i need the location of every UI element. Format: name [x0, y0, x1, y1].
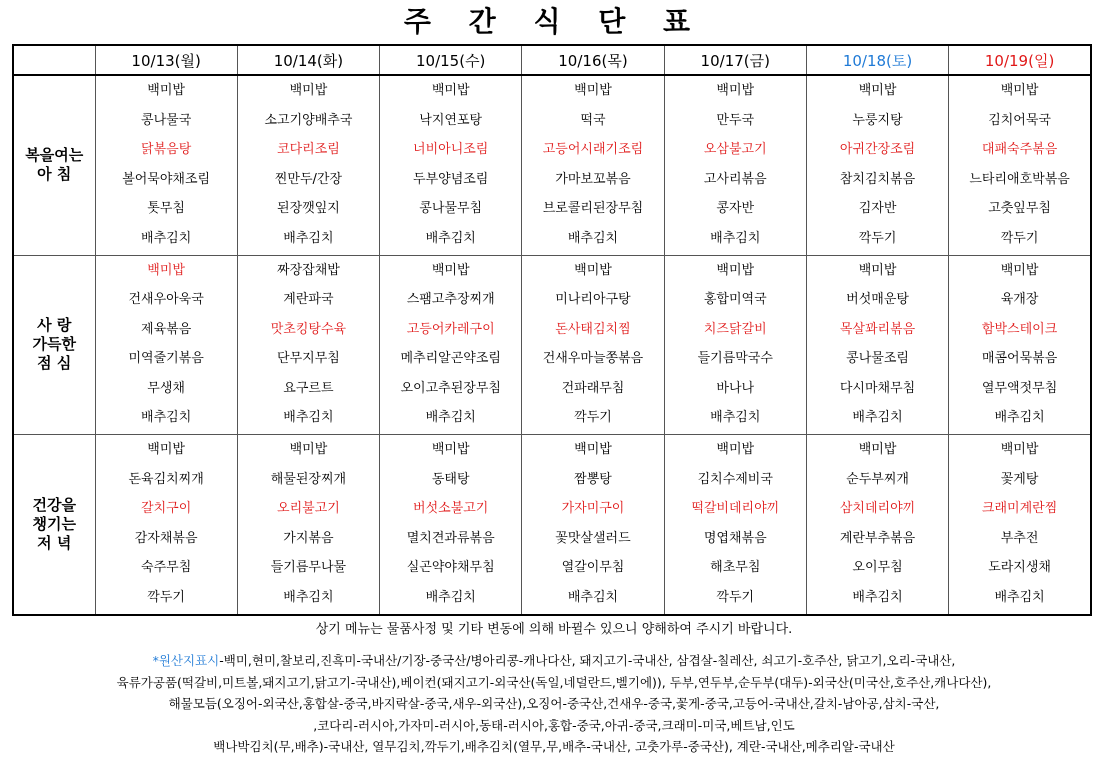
origin-line-1 [0, 650, 1108, 672]
menu-cell [806, 75, 948, 255]
menu-item: 백미밥 [716, 262, 755, 278]
main-dish: 너비아니조림 [413, 142, 489, 157]
menu-item: 스팸고추장찌개 [406, 292, 495, 308]
menu-item: 버섯매운탕 [846, 292, 909, 308]
menu-cell [522, 75, 664, 255]
meal-label-line: 저 녁 [37, 534, 72, 553]
menu-item: 백미밥 [716, 442, 755, 458]
menu-item: 계란부추볶음 [839, 530, 916, 546]
date-header: 10/13(월) [95, 45, 237, 75]
menu-item: 브로콜리된장무침 [542, 201, 644, 216]
menu-item: 매콤어묵볶음 [981, 351, 1058, 367]
main-dish: 고등어카레구이 [406, 321, 495, 337]
menu-item: 백미밥 [1000, 442, 1039, 458]
menu-item: 들기름무나물 [270, 560, 347, 576]
menu-item: 꽃게탕 [1000, 471, 1039, 487]
main-dish: 백미밥 [147, 262, 185, 278]
menu-item: 숙주무침 [141, 560, 192, 576]
menu-item: 찐만두/간장 [274, 171, 342, 187]
menu-cell [380, 255, 522, 435]
menu-cell [806, 435, 948, 615]
menu-item: 오이무침 [852, 560, 903, 576]
main-dish: 대패숙주볶음 [981, 142, 1058, 157]
date-header: 10/14(화) [237, 45, 379, 75]
menu-cell [949, 255, 1091, 435]
menu-item: 명엽채볶음 [703, 530, 767, 546]
menu-item: 낙지연포탕 [419, 112, 483, 128]
menu-item: 김자반 [858, 201, 897, 216]
main-dish: 함박스테이크 [981, 321, 1058, 337]
menu-cell [664, 75, 806, 255]
menu-item: 참치김치볶음 [839, 171, 916, 187]
main-dish: 맛초킹탕수육 [270, 321, 347, 337]
meal-label-line: 건강을 [32, 496, 76, 515]
menu-item: 육개장 [1000, 292, 1039, 308]
meal-label-line: 아 침 [37, 165, 72, 184]
menu-item: 계란파국 [283, 292, 334, 308]
menu-item: 톳무침 [147, 201, 185, 216]
menu-item: 감자채볶음 [134, 530, 198, 546]
meal-label-line: 복을여는 [25, 146, 84, 165]
menu-item: 백미밥 [431, 83, 470, 98]
menu-item: 건파래무침 [561, 380, 625, 396]
main-dish: 고등어시래기조림 [542, 142, 644, 157]
menu-item: 해초무침 [710, 560, 761, 576]
menu-item: 요구르트 [283, 380, 334, 396]
menu-item: 백미밥 [147, 83, 185, 98]
menu-item: 떡국 [580, 112, 606, 128]
date-header-saturday: 10/18(토) [806, 45, 948, 75]
menu-item: 김치수제비국 [697, 471, 773, 487]
menu-item: 열무액젓무침 [981, 380, 1058, 396]
menu-item: 홍합미역국 [703, 292, 767, 308]
meal-label [13, 255, 95, 435]
menu-item: 배추김치 [425, 230, 476, 246]
menu-item: 백미밥 [574, 262, 612, 278]
menu-item: 건새우아욱국 [128, 292, 204, 308]
menu-item: 깍두기 [574, 410, 612, 426]
menu-item: 가마보꼬볶음 [555, 171, 631, 187]
origin-label: *원산지표시 [152, 653, 220, 668]
page-title: 주 간 식 단 표 [403, 5, 705, 38]
menu-item: 짜장잡채밥 [277, 262, 340, 278]
menu-item: 실곤약야채무침 [406, 560, 495, 576]
menu-item: 콩자반 [716, 201, 755, 216]
menu-item: 배추김치 [425, 589, 476, 605]
menu-item: 열갈이무침 [561, 560, 625, 576]
menu-item: 깍두기 [147, 589, 185, 605]
main-dish: 목살꽈리볶음 [839, 321, 916, 337]
date-header: 10/17(금) [664, 45, 806, 75]
menu-item: 소고기양배추국 [264, 112, 353, 128]
menu-item: 콩나물조림 [846, 351, 909, 367]
date-header: 10/16(목) [522, 45, 664, 75]
menu-item: 들기름막국수 [697, 351, 773, 367]
menu-item: 배추김치 [141, 410, 192, 426]
menu-item: 배추김치 [425, 410, 476, 426]
menu-cell [95, 435, 237, 615]
main-dish: 크래미계란찜 [981, 501, 1058, 517]
menu-item: 배추김치 [567, 230, 619, 246]
menu-item: 배추김치 [567, 589, 619, 605]
meal-label-line: 챙기는 [32, 515, 76, 534]
menu-item: 단무지무침 [277, 351, 340, 367]
menu-item: 고사리볶음 [703, 171, 767, 187]
main-dish: 떡갈비데리야끼 [691, 501, 780, 517]
menu-item: 돈육김치찌개 [128, 471, 204, 487]
main-dish: 갈치구이 [141, 501, 192, 517]
menu-item: 배추김치 [710, 410, 761, 426]
menu-item: 미역줄기볶음 [128, 351, 204, 367]
menu-item: 백미밥 [574, 442, 612, 458]
change-notice: 상기 메뉴는 물품사정 및 기타 변동에 의해 바뀔수 있으니 양해하여 주시기 바랍니다. [315, 622, 793, 637]
meal-label-line: 점 심 [37, 354, 72, 373]
menu-item: 짬뽕탕 [574, 471, 612, 487]
menu-item: 콩나물국 [141, 112, 192, 128]
menu-item: 백미밥 [289, 83, 328, 98]
menu-cell [664, 435, 806, 615]
menu-item: 배추김치 [852, 410, 903, 426]
menu-cell [237, 255, 379, 435]
origin-line-5: 백나박김치(무,배추)-국내산, 열무김치,깍두기,배추김치(열무,무,배추-국내산, 고춧가루-중국산), 계란-국내산,메추리알-국내산 [213, 739, 895, 754]
menu-item: 백미밥 [1000, 83, 1039, 98]
date-header: 10/15(수) [380, 45, 522, 75]
dinner-row [13, 435, 1091, 615]
date-header-row [13, 45, 1091, 75]
weekly-menu-table [12, 44, 1092, 616]
menu-cell [380, 435, 522, 615]
meal-label [13, 435, 95, 615]
menu-item: 백미밥 [289, 442, 328, 458]
menu-item: 만두국 [716, 112, 755, 128]
origin-info [0, 650, 1108, 758]
meal-label-line: 가득한 [32, 335, 76, 354]
menu-item: 배추김치 [994, 410, 1045, 426]
main-dish: 오리불고기 [277, 501, 340, 517]
menu-item: 배추김치 [283, 589, 334, 605]
menu-cell [95, 255, 237, 435]
menu-item: 콩나물무침 [419, 201, 483, 216]
menu-cell [237, 435, 379, 615]
origin-text: -백미,현미,찰보리,진흑미-국내산/기장-중국산/병아리콩-캐나다산, 돼지고기-국내산, 삼겹살-칠레산, 쇠고기-호주산, 닭고기,오리-국내산, [219, 653, 956, 668]
menu-cell [949, 435, 1091, 615]
corner-cell [13, 45, 95, 75]
date-header-sunday: 10/19(일) [949, 45, 1091, 75]
menu-cell [806, 255, 948, 435]
menu-item: 배추김치 [141, 230, 192, 246]
breakfast-row [13, 75, 1091, 255]
main-dish: 코다리조림 [277, 142, 340, 157]
menu-item: 제육볶음 [141, 321, 192, 337]
menu-cell [380, 75, 522, 255]
menu-item: 볼어묵야채조림 [122, 171, 211, 187]
origin-line-3: 해물모듬(오징어-외국산,홍합살-중국,바지락살-중국,새우-외국산),오징어-중국산,건새우-중국,꽃게-중국,고등어-국내산,갈치-남아공,삼치-국산, [168, 696, 940, 711]
menu-item: 해물된장찌개 [270, 471, 347, 487]
main-dish: 닭볶음탕 [141, 142, 192, 157]
menu-item: 깍두기 [858, 230, 897, 246]
menu-item: 배추김치 [710, 230, 761, 246]
menu-item: 가지볶음 [283, 530, 334, 546]
menu-item: 깍두기 [716, 589, 755, 605]
menu-cell [95, 75, 237, 255]
menu-item: 도라지생채 [988, 560, 1051, 576]
menu-item: 오이고추된장무침 [400, 380, 501, 396]
main-dish: 아귀간장조림 [839, 142, 916, 157]
menu-item: 순두부찌개 [846, 471, 909, 487]
main-dish: 가자미구이 [561, 501, 625, 517]
menu-cell [237, 75, 379, 255]
menu-item: 꽃맛살샐러드 [555, 530, 631, 546]
menu-item: 동태탕 [431, 471, 470, 487]
origin-line-2: 육류가공품(떡갈비,미트볼,돼지고기,닭고기-국내산),베이컨(돼지고기-외국산(독일,네덜란드,벨기에)), 두부,연두부,순두부(대두)-외국산(미국산,호주산,캐나다산), [116, 674, 992, 690]
menu-item: 배추김치 [994, 589, 1045, 605]
menu-item: 백미밥 [1000, 262, 1039, 278]
menu-item: 건새우마늘쫑볶음 [542, 351, 644, 367]
menu-cell [949, 75, 1091, 255]
menu-item: 백미밥 [716, 83, 755, 98]
menu-item: 백미밥 [431, 262, 470, 278]
menu-item: 다시마채무침 [839, 380, 916, 396]
menu-cell [522, 435, 664, 615]
menu-item: 김치어묵국 [988, 112, 1051, 128]
menu-item: 두부양념조림 [413, 171, 489, 187]
menu-item: 백미밥 [858, 83, 897, 98]
menu-item: 배추김치 [283, 230, 334, 246]
menu-item: 백미밥 [858, 442, 897, 458]
main-dish: 오삼불고기 [703, 142, 767, 157]
menu-item: 배추김치 [852, 589, 903, 605]
menu-item: 백미밥 [431, 442, 470, 458]
lunch-row [13, 255, 1091, 435]
menu-cell [522, 255, 664, 435]
main-dish: 돈사태김치찜 [555, 321, 631, 337]
main-dish: 버섯소불고기 [413, 501, 489, 517]
menu-item: 백미밥 [574, 83, 612, 98]
meal-label-line: 사 랑 [37, 316, 72, 335]
menu-item: 멸치견과류볶음 [406, 530, 495, 546]
menu-item: 바나나 [716, 380, 755, 396]
menu-item: 미나리아구탕 [555, 292, 631, 308]
main-dish: 치즈닭갈비 [703, 321, 767, 337]
menu-item: 느타리애호박볶음 [969, 171, 1070, 187]
menu-item: 배추김치 [283, 410, 334, 426]
menu-item: 된장깻잎지 [277, 201, 340, 216]
menu-cell [664, 255, 806, 435]
menu-item: 무생채 [147, 380, 185, 396]
menu-item: 누룽지탕 [852, 112, 903, 128]
menu-item: 고춧잎무침 [988, 201, 1051, 216]
origin-line-4: ,코다리-러시아,가자미-러시아,동태-러시아,홍합-중국,아귀-중국,크래미-미국,베트남,인도 [313, 717, 795, 733]
main-dish: 삼치데리야끼 [839, 501, 916, 517]
menu-item: 부추전 [1000, 530, 1039, 546]
menu-item: 깍두기 [1000, 230, 1039, 246]
menu-item: 백미밥 [858, 262, 897, 278]
menu-item: 백미밥 [147, 442, 185, 458]
meal-label [13, 75, 95, 255]
menu-item: 메추리알곤약조림 [400, 351, 501, 367]
